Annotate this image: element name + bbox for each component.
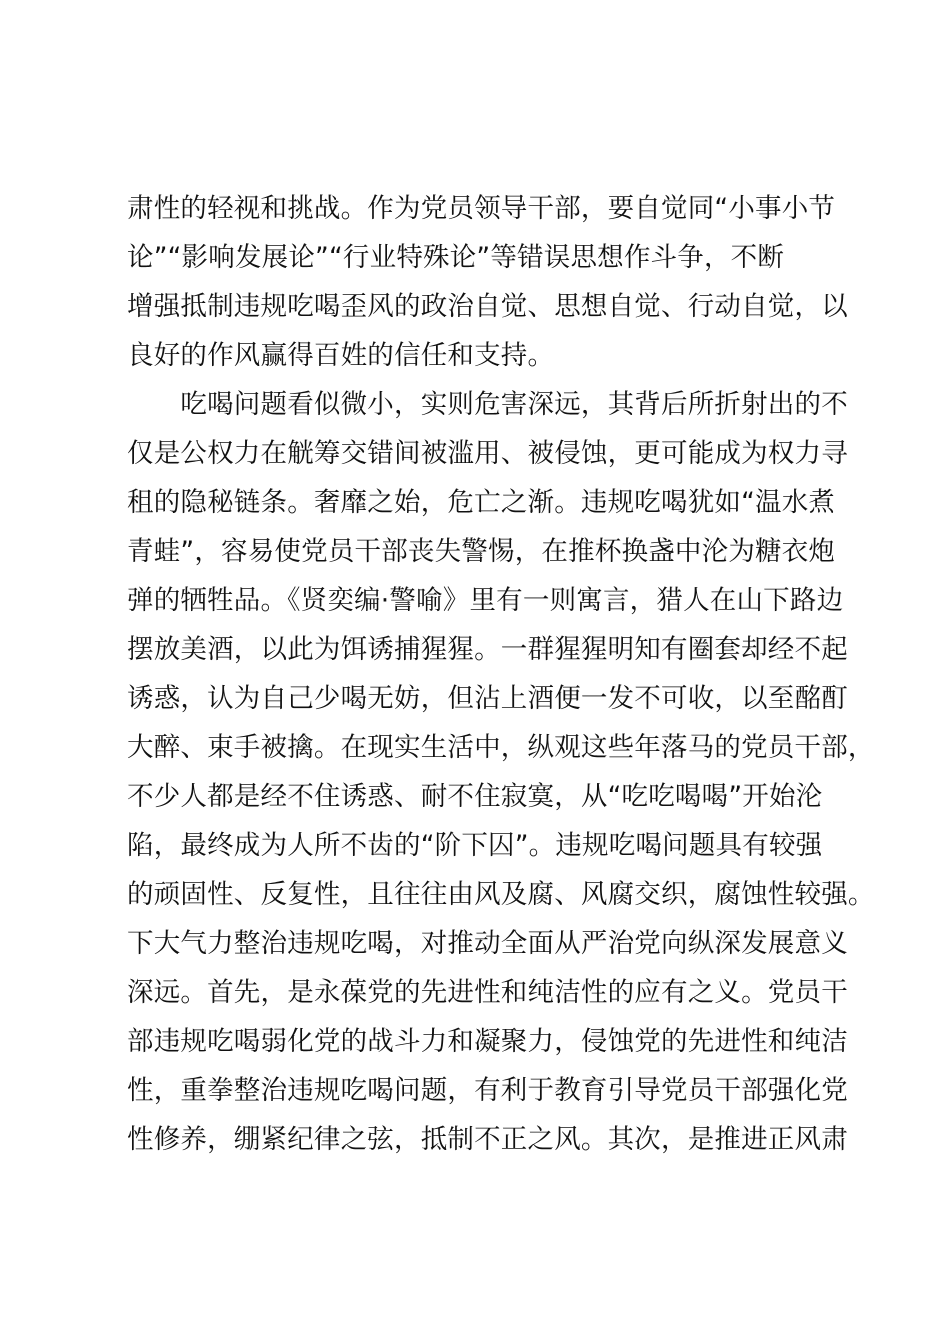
paragraph-line: 弹的牺牲品。《贤奕编·警喻》里有一则寓言，猎人在山下路边	[127, 585, 844, 616]
paragraph-line: 的顽固性、反复性，且往往由风及腐、风腐交织，腐蚀性较强。	[127, 879, 875, 910]
paragraph-line: 青蛙”，容易使党员干部丧失警惕，在推杯换盏中沦为糖衣炮	[127, 536, 836, 567]
paragraph-line: 大醉、束手被擒。在现实生活中，纵观这些年落马的党员干部，	[127, 732, 875, 763]
paragraph-line: 性，重拳整治违规吃喝问题，有利于教育引导党员干部强化党	[127, 1075, 848, 1106]
paragraph-line: 吃喝问题看似微小，实则危害深远，其背后所折射出的不	[127, 389, 848, 420]
paragraph-line: 增强抵制违规吃喝歪风的政治自觉、思想自觉、行动自觉，以	[127, 291, 848, 322]
paragraph-line: 不少人都是经不住诱惑、耐不住寂寞，从“吃吃喝喝”开始沦	[127, 781, 823, 812]
paragraph-line: 部违规吃喝弱化党的战斗力和凝聚力，侵蚀党的先进性和纯洁	[127, 1026, 848, 1057]
paragraph-line: 良好的作风赢得百姓的信任和支持。	[127, 340, 555, 371]
paragraph-2	[127, 380, 875, 1164]
paragraph-line: 肃性的轻视和挑战。作为党员领导干部，要自觉同“小事小节	[127, 193, 836, 224]
paragraph-line: 租的隐秘链条。奢靡之始，危亡之渐。违规吃喝犹如“温水煮	[127, 487, 836, 518]
paragraph-line: 仅是公权力在觥筹交错间被滥用、被侵蚀，更可能成为权力寻	[127, 438, 848, 469]
paragraph-1	[127, 184, 848, 380]
paragraph-line: 陷，最终成为人所不齿的“阶下囚”。违规吃喝问题具有较强	[127, 830, 823, 861]
paragraph-line: 摆放美酒，以此为饵诱捕猩猩。一群猩猩明知有圈套却经不起	[127, 634, 848, 665]
paragraph-line: 性修养，绷紧纪律之弦，抵制不正之风。其次，是推进正风肃	[127, 1124, 848, 1155]
paragraph-line: 下大气力整治违规吃喝，对推动全面从严治党向纵深发展意义	[127, 928, 848, 959]
paragraph-line: 深远。首先，是永葆党的先进性和纯洁性的应有之义。党员干	[127, 977, 848, 1008]
paragraph-line: 论”“影响发展论”“行业特殊论”等错误思想作斗争，不断	[127, 242, 785, 273]
paragraph-line: 诱惑，认为自己少喝无妨，但沾上酒便一发不可收，以至酩酊	[127, 683, 848, 714]
